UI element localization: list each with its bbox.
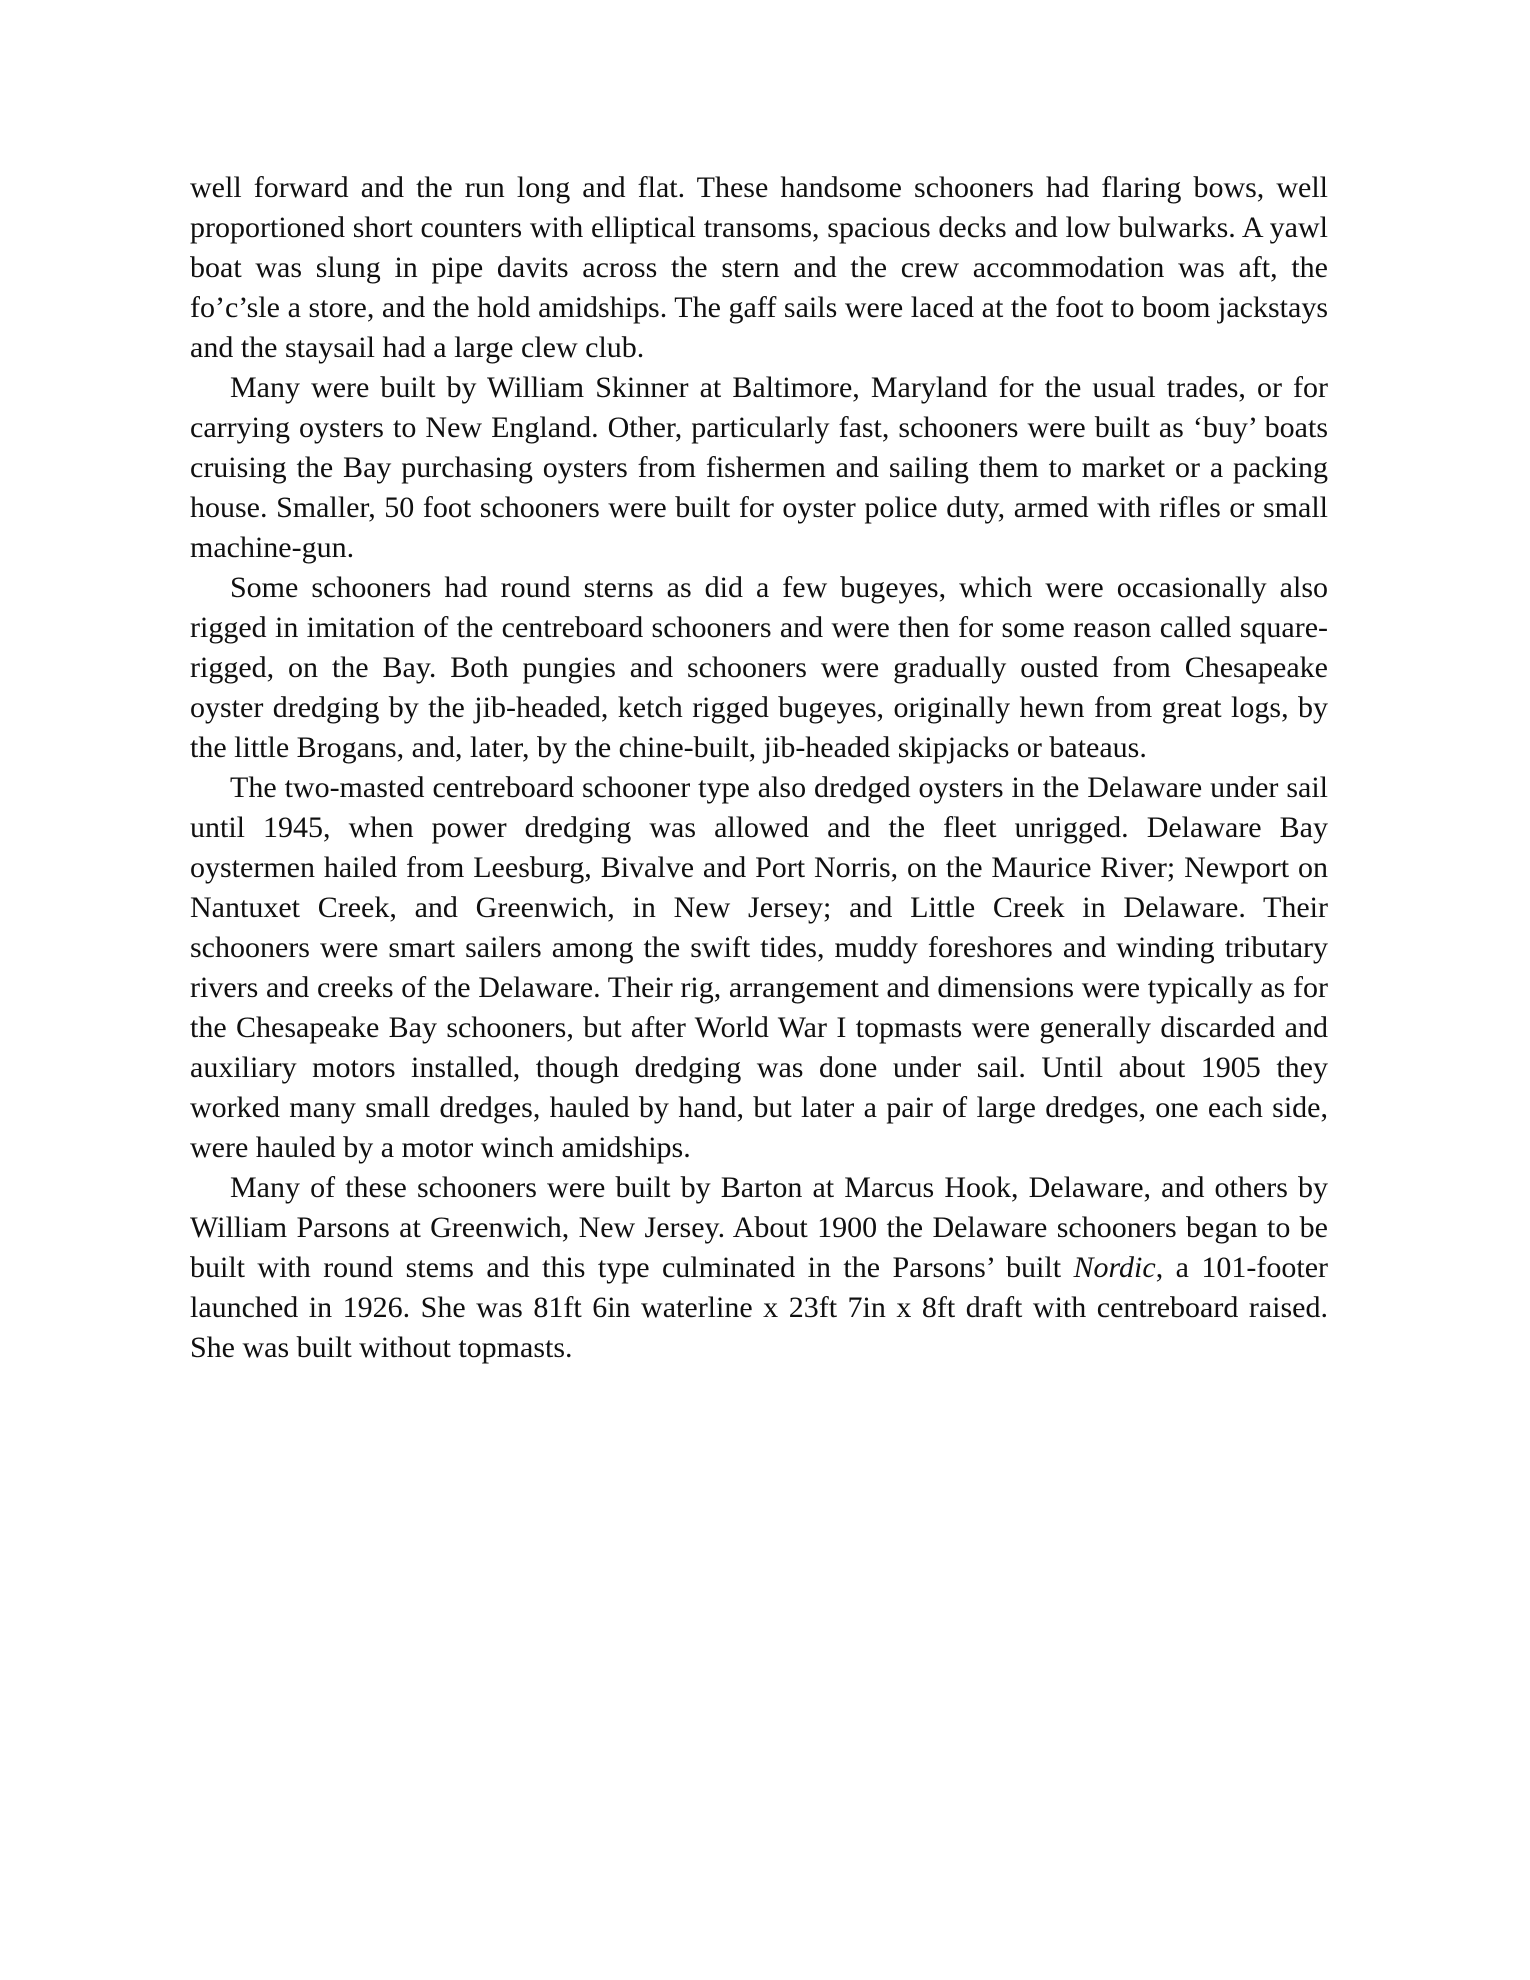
paragraph-3: Some schooners had round sterns as did a few bugeyes, which were occasionally also rigged in imitation of the centreboard schooners and were then for some reason called square-rigged, on the Bay. Both pungies and schooners were gradually ousted from Chesapeake oyster dredging by the jib-headed, ketch rigged bugeyes, originally hewn from great logs, by the little Brogans, and, later, by the chine-built, jib-headed skipjacks or bateaus. (190, 571, 1328, 764)
paragraph-1: well forward and the run long and flat. These handsome schooners had flaring bows, well proportioned short counters with elliptical transoms, spacious decks and low bulwarks. A yawl boat was slung in pipe davits across the stern and the crew accommodation was aft, the fo’c’sle a store, and the hold amidships. The gaff sails were laced at the foot to boom jackstays and the staysail had a large clew club. (190, 171, 1328, 364)
paragraph-4: The two-masted centreboard schooner type also dredged oysters in the Delaware under sail until 1945, when power dredging was allowed and the fleet unrigged. Delaware Bay oystermen hailed from Leesburg, Bivalve and Port Norris, on the Maurice River; Newport on Nantuxet Creek, and Greenwich, in New Jersey; and Little Creek in Delaware. Their schooners were smart sailers among the swift tides, muddy foreshores and winding tributary rivers and creeks of the Delaware. Their rig, arrangement and dimensions were typically as for the Chesapeake Bay schooners, but after World War I topmasts were generally discarded and auxiliary motors installed, though dredging was done under sail. Until about 1905 they worked many small dredges, hauled by hand, but later a pair of large dredges, one each side, were hauled by a motor winch amidships. (190, 771, 1328, 1164)
paragraph-2: Many were built by William Skinner at Baltimore, Maryland for the usual trades, or for carrying oysters to New England. Other, particularly fast, schooners were built as ‘buy’ boats cruising the Bay purchasing oysters from fishermen and sailing them to market or a packing house. Smaller, 50 foot schooners were built for oyster police duty, armed with rifles or small machine-gun. (190, 371, 1328, 564)
paragraph-5-text-before: Many of these schooners were built by Barton at Marcus Hook, Delaware, and others by William Parsons at Greenwich, New Jersey. About 1900 the Delaware schooners began to be built with round stems and this type culminated in the Parsons’ built (190, 1171, 1328, 1284)
ship-name-nordic: Nordic (1073, 1251, 1156, 1284)
text-block (190, 168, 1328, 1368)
paragraph-5-text-after: , a 101-footer launched in 1926. She was 81ft 6in waterline x 23ft 7in x 8ft draft with centreboard raised. She was built without topmasts. (190, 1251, 1329, 1364)
paragraph-5 (190, 1168, 1328, 1368)
